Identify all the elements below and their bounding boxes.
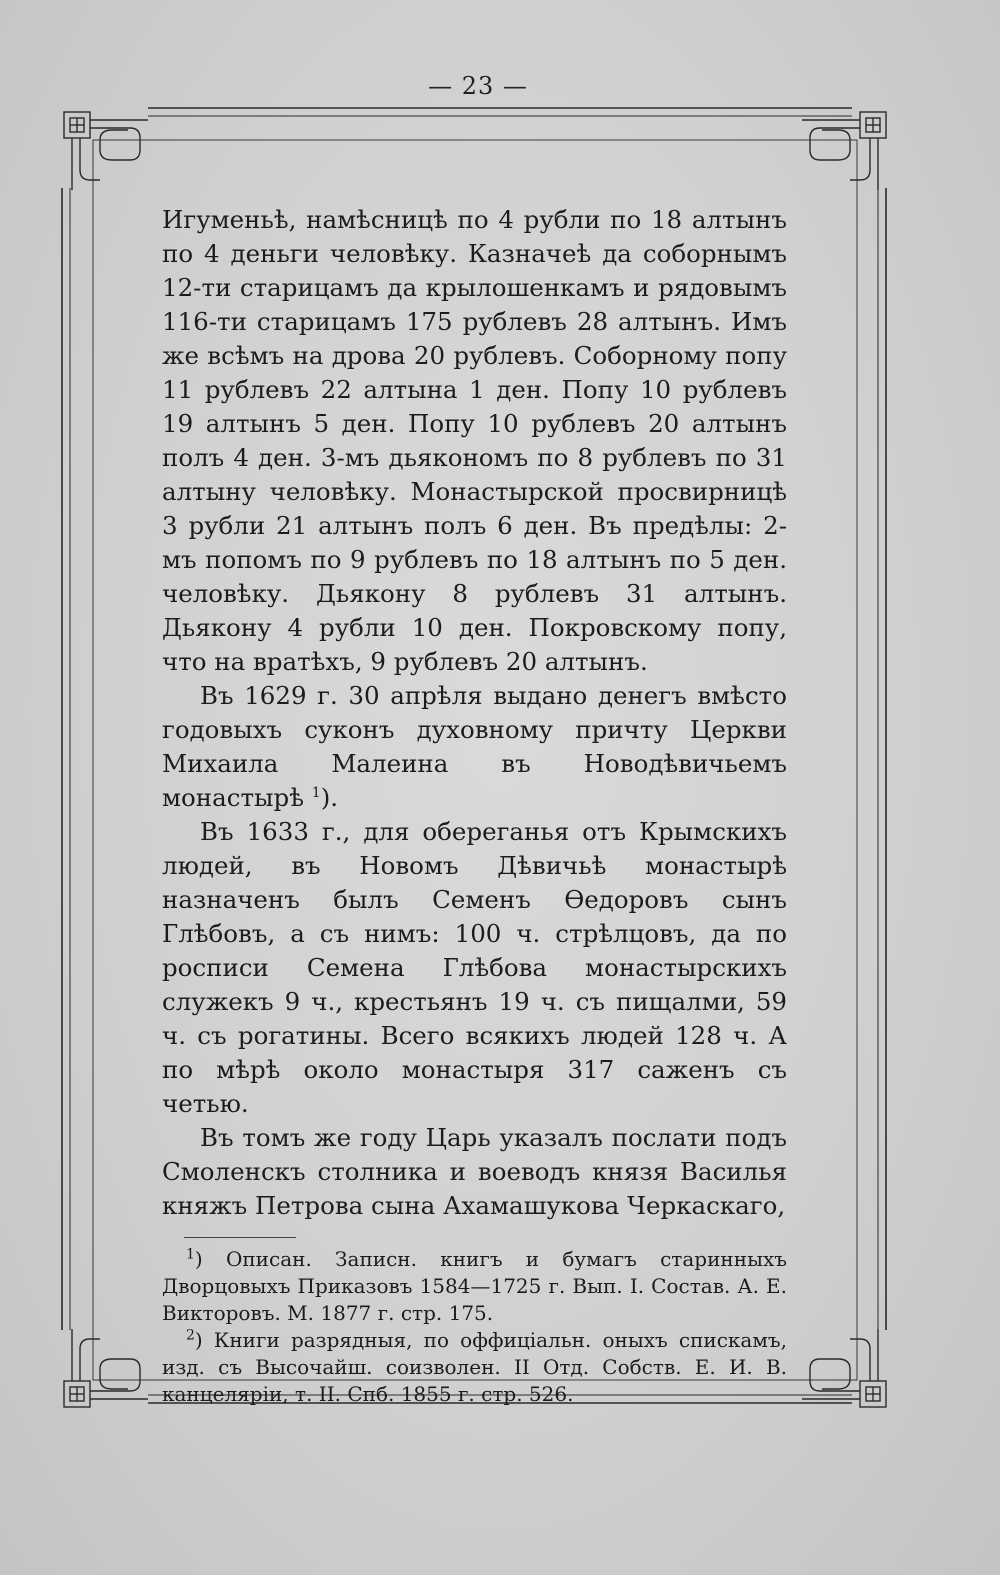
corner-ornament-top-right (802, 112, 886, 190)
paragraph-2-text: Въ 1629 г. 30 апрѣля выдано денегъ вмѣсто годовыхъ суконъ духовному причту Церкви Михаила Малеина въ Новодѣвичьемъ монастырѣ (162, 681, 787, 812)
footnote-2-text: ) Книги разрядныя, по оффиціальн. оныхъ спискамъ, изд. съ Высочайш. соизволен. II Отд. Собств. Е. И. В. канцеляріи, т. II. Спб. 1855 г. стр. 526. (162, 1328, 787, 1406)
footnote-ref-1: 1 (311, 784, 321, 801)
corner-ornament-bottom-left (64, 1329, 148, 1407)
corner-ornament-bottom-right (802, 1329, 886, 1407)
paragraph-2 (162, 679, 787, 815)
footnote-1-text: ) Описан. Записн. книгъ и бумагъ старинныхъ Дворцовыхъ Приказовъ 1584—1725 г. Вып. I. Состав. А. Е. Викторовъ. М. 1877 г. стр. 175. (162, 1247, 787, 1325)
footnote-1-mark: 1 (186, 1246, 195, 1263)
footnote-1 (162, 1246, 787, 1327)
paragraph-3: Въ 1633 г., для обереганья отъ Крымскихъ людей, въ Новомъ Дѣвичьѣ монастырѣ назначенъ былъ Семенъ Өедоровъ сынъ Глѣбовъ, а съ нимъ: 100 ч. стрѣлцовъ, да по росписи Семена Глѣбова монастырскихъ служекъ 9 ч., крестьянъ 19 ч. съ пищалми, 59 ч. съ рогатины. Всего всякихъ людей 128 ч. А по мѣрѣ около монастыря 317 саженъ съ четью. (162, 817, 787, 1118)
paragraph-4: Въ томъ же году Царь указалъ послати подъ Смоленскъ столника и воеводъ князя Василья княжъ Петрова сына Ахамашукова Черкаскаго, (162, 1123, 787, 1220)
footnote-2-mark: 2 (186, 1327, 195, 1344)
corner-ornament-top-left (64, 112, 148, 190)
footnote-divider (184, 1237, 296, 1238)
page-number: — 23 — (428, 72, 528, 100)
footnote-ref-1-close: ). (320, 783, 339, 812)
main-text (162, 203, 787, 1408)
footnote-2 (162, 1327, 787, 1408)
paragraph-1: Игуменьѣ, намѣсницѣ по 4 рубли по 18 алтынъ по 4 деньги человѣку. Казначеѣ да соборнымъ 12-ти старицамъ да крылошенкамъ и рядовымъ 116-ти старицамъ 175 рублевъ 28 алтынъ. Имъ же всѣмъ на дрова 20 рублевъ. Соборному попу 11 рублевъ 22 алтына 1 ден. Попу 10 рублевъ 19 алтынъ 5 ден. Попу 10 рублевъ 20 алтынъ полъ 4 ден. 3-мъ дьякономъ по 8 рублевъ по 31 алтыну человѣку. Монастырской просвирницѣ 3 рубли 21 алтынъ полъ 6 ден. Въ предѣлы: 2-мъ попомъ по 9 рублевъ по 18 алтынъ по 5 ден. человѣку. Дьякону 8 рублевъ 31 алтынъ. Дьякону 4 рубли 10 ден. Покровскому попу, что на вратѣхъ, 9 рублевъ 20 алтынъ. (162, 205, 787, 676)
